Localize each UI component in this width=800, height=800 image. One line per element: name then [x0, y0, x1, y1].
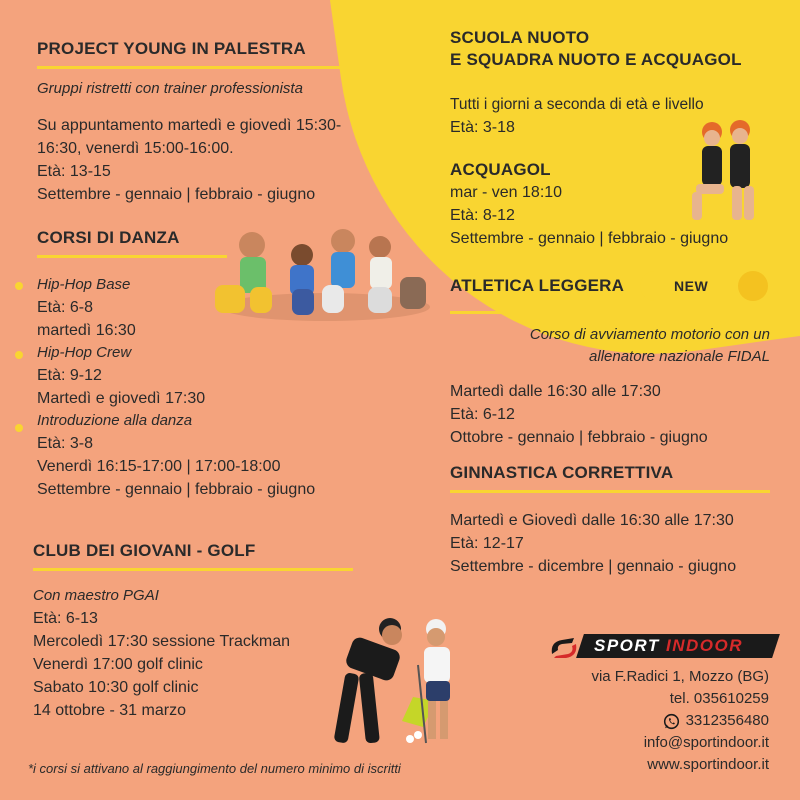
period-text: Ottobre - gennaio | febbraio - giugno — [450, 429, 708, 446]
sport-indoor-logo — [548, 632, 776, 660]
age-text: Età: 6-12 — [450, 406, 515, 423]
section-subtitle: Gruppi ristretti con trainer professionista — [37, 80, 303, 97]
atletica-section — [450, 275, 770, 449]
nuoto-section — [450, 27, 770, 139]
section-subtitle: Con maestro PGAI — [33, 587, 159, 604]
divider — [450, 490, 770, 493]
divider — [450, 311, 770, 314]
course-name: Hip-Hop Base — [37, 276, 131, 293]
age-text: Età: 6-13 — [33, 610, 98, 627]
time-text: mar - ven 18:10 — [450, 184, 563, 201]
divider — [450, 77, 770, 80]
section-subtitle: Corso di avviamento motorio con un — [529, 326, 770, 343]
age-text: Età: 13-15 — [37, 163, 111, 180]
age-text: Età: 9-12 — [37, 367, 102, 384]
section-title: E SQUADRA NUOTO E ACQUAGOL — [450, 50, 742, 69]
section-title: GINNASTICA CORRETTIVA — [450, 463, 674, 482]
section-title: SCUOLA NUOTO — [450, 28, 590, 47]
age-text: Età: 8-12 — [450, 207, 515, 224]
divider — [37, 66, 355, 69]
logo-mark-icon — [548, 634, 578, 658]
age-text: Età: 3-8 — [37, 435, 94, 452]
period-text: Settembre - gennaio | febbraio - giugno — [37, 186, 316, 203]
golf-section — [33, 540, 353, 722]
contacts-block — [591, 666, 769, 776]
time-text: Martedì e Giovedì dalle 16:30 alle 17:30 — [450, 512, 734, 529]
logo-text-indoor: INDOOR — [666, 636, 743, 655]
course-name: Hip-Hop Crew — [37, 344, 132, 361]
section-title: CORSI DI DANZA — [37, 228, 180, 247]
project-young-section — [37, 38, 355, 206]
schedule-line: Sabato 10:30 golf clinic — [33, 679, 199, 696]
period-text: Settembre - gennaio | febbraio - giugno — [450, 230, 729, 247]
website-link[interactable]: www.sportindoor.it — [647, 756, 769, 773]
new-badge — [640, 271, 768, 301]
whatsapp-number: 3312356480 — [685, 712, 769, 729]
course-name: Introduzione alla danza — [37, 412, 193, 429]
schedule-line: Mercoledì 17:30 sessione Trackman — [33, 633, 291, 650]
footnote: *i corsi si attivano al raggiungimento del numero minimo di iscritti — [28, 761, 401, 776]
period-text: 14 ottobre - 31 marzo — [33, 702, 186, 719]
danza-section — [37, 227, 227, 258]
phone-text: tel. 035610259 — [669, 690, 769, 707]
badge-circle-icon — [738, 271, 768, 301]
divider — [37, 255, 227, 258]
whatsapp-line — [591, 710, 769, 732]
address-text: via F.Radici 1, Mozzo (BG) — [591, 668, 769, 685]
period-text: Settembre - dicembre | gennaio - giugno — [450, 558, 737, 575]
danza-courses — [37, 274, 367, 501]
bullet-icon — [15, 282, 23, 290]
bullet-icon — [15, 351, 23, 359]
acquagol-section — [450, 159, 780, 250]
new-badge-label: NEW — [674, 278, 709, 294]
section-subtitle: allenatore nazionale FIDAL — [589, 348, 770, 365]
section-title: ACQUAGOL — [450, 160, 551, 179]
logo-text — [594, 636, 743, 656]
bullet-icon — [15, 424, 23, 432]
schedule-line: Venerdì 17:00 golf clinic — [33, 656, 203, 673]
logo-text-sport: SPORT — [594, 636, 660, 655]
time-text: Martedì e giovedì 17:30 — [37, 390, 206, 407]
age-text: Età: 12-17 — [450, 535, 524, 552]
section-title: ATLETICA LEGGERA — [450, 276, 625, 295]
ginnastica-section — [450, 462, 770, 578]
age-text: Età: 6-8 — [37, 299, 94, 316]
section-title: CLUB DEI GIOVANI - GOLF — [33, 541, 256, 560]
time-text: martedì 16:30 — [37, 322, 136, 339]
time-text: Venerdì 16:15-17:00 | 17:00-18:00 — [37, 458, 281, 475]
age-text: Età: 3-18 — [450, 119, 515, 136]
time-text: Martedì dalle 16:30 alle 17:30 — [450, 383, 661, 400]
schedule-line: 16:30, venerdì 15:00-16:00. — [37, 140, 234, 157]
whatsapp-icon — [663, 713, 680, 730]
email-link[interactable]: info@sportindoor.it — [643, 734, 769, 751]
period-text: Settembre - gennaio | febbraio - giugno — [37, 481, 316, 498]
schedule-line: Tutti i giorni a seconda di età e livello — [450, 96, 704, 113]
schedule-line: Su appuntamento martedì e giovedì 15:30- — [37, 117, 342, 134]
divider — [33, 568, 353, 571]
section-title: PROJECT YOUNG IN PALESTRA — [37, 39, 306, 58]
